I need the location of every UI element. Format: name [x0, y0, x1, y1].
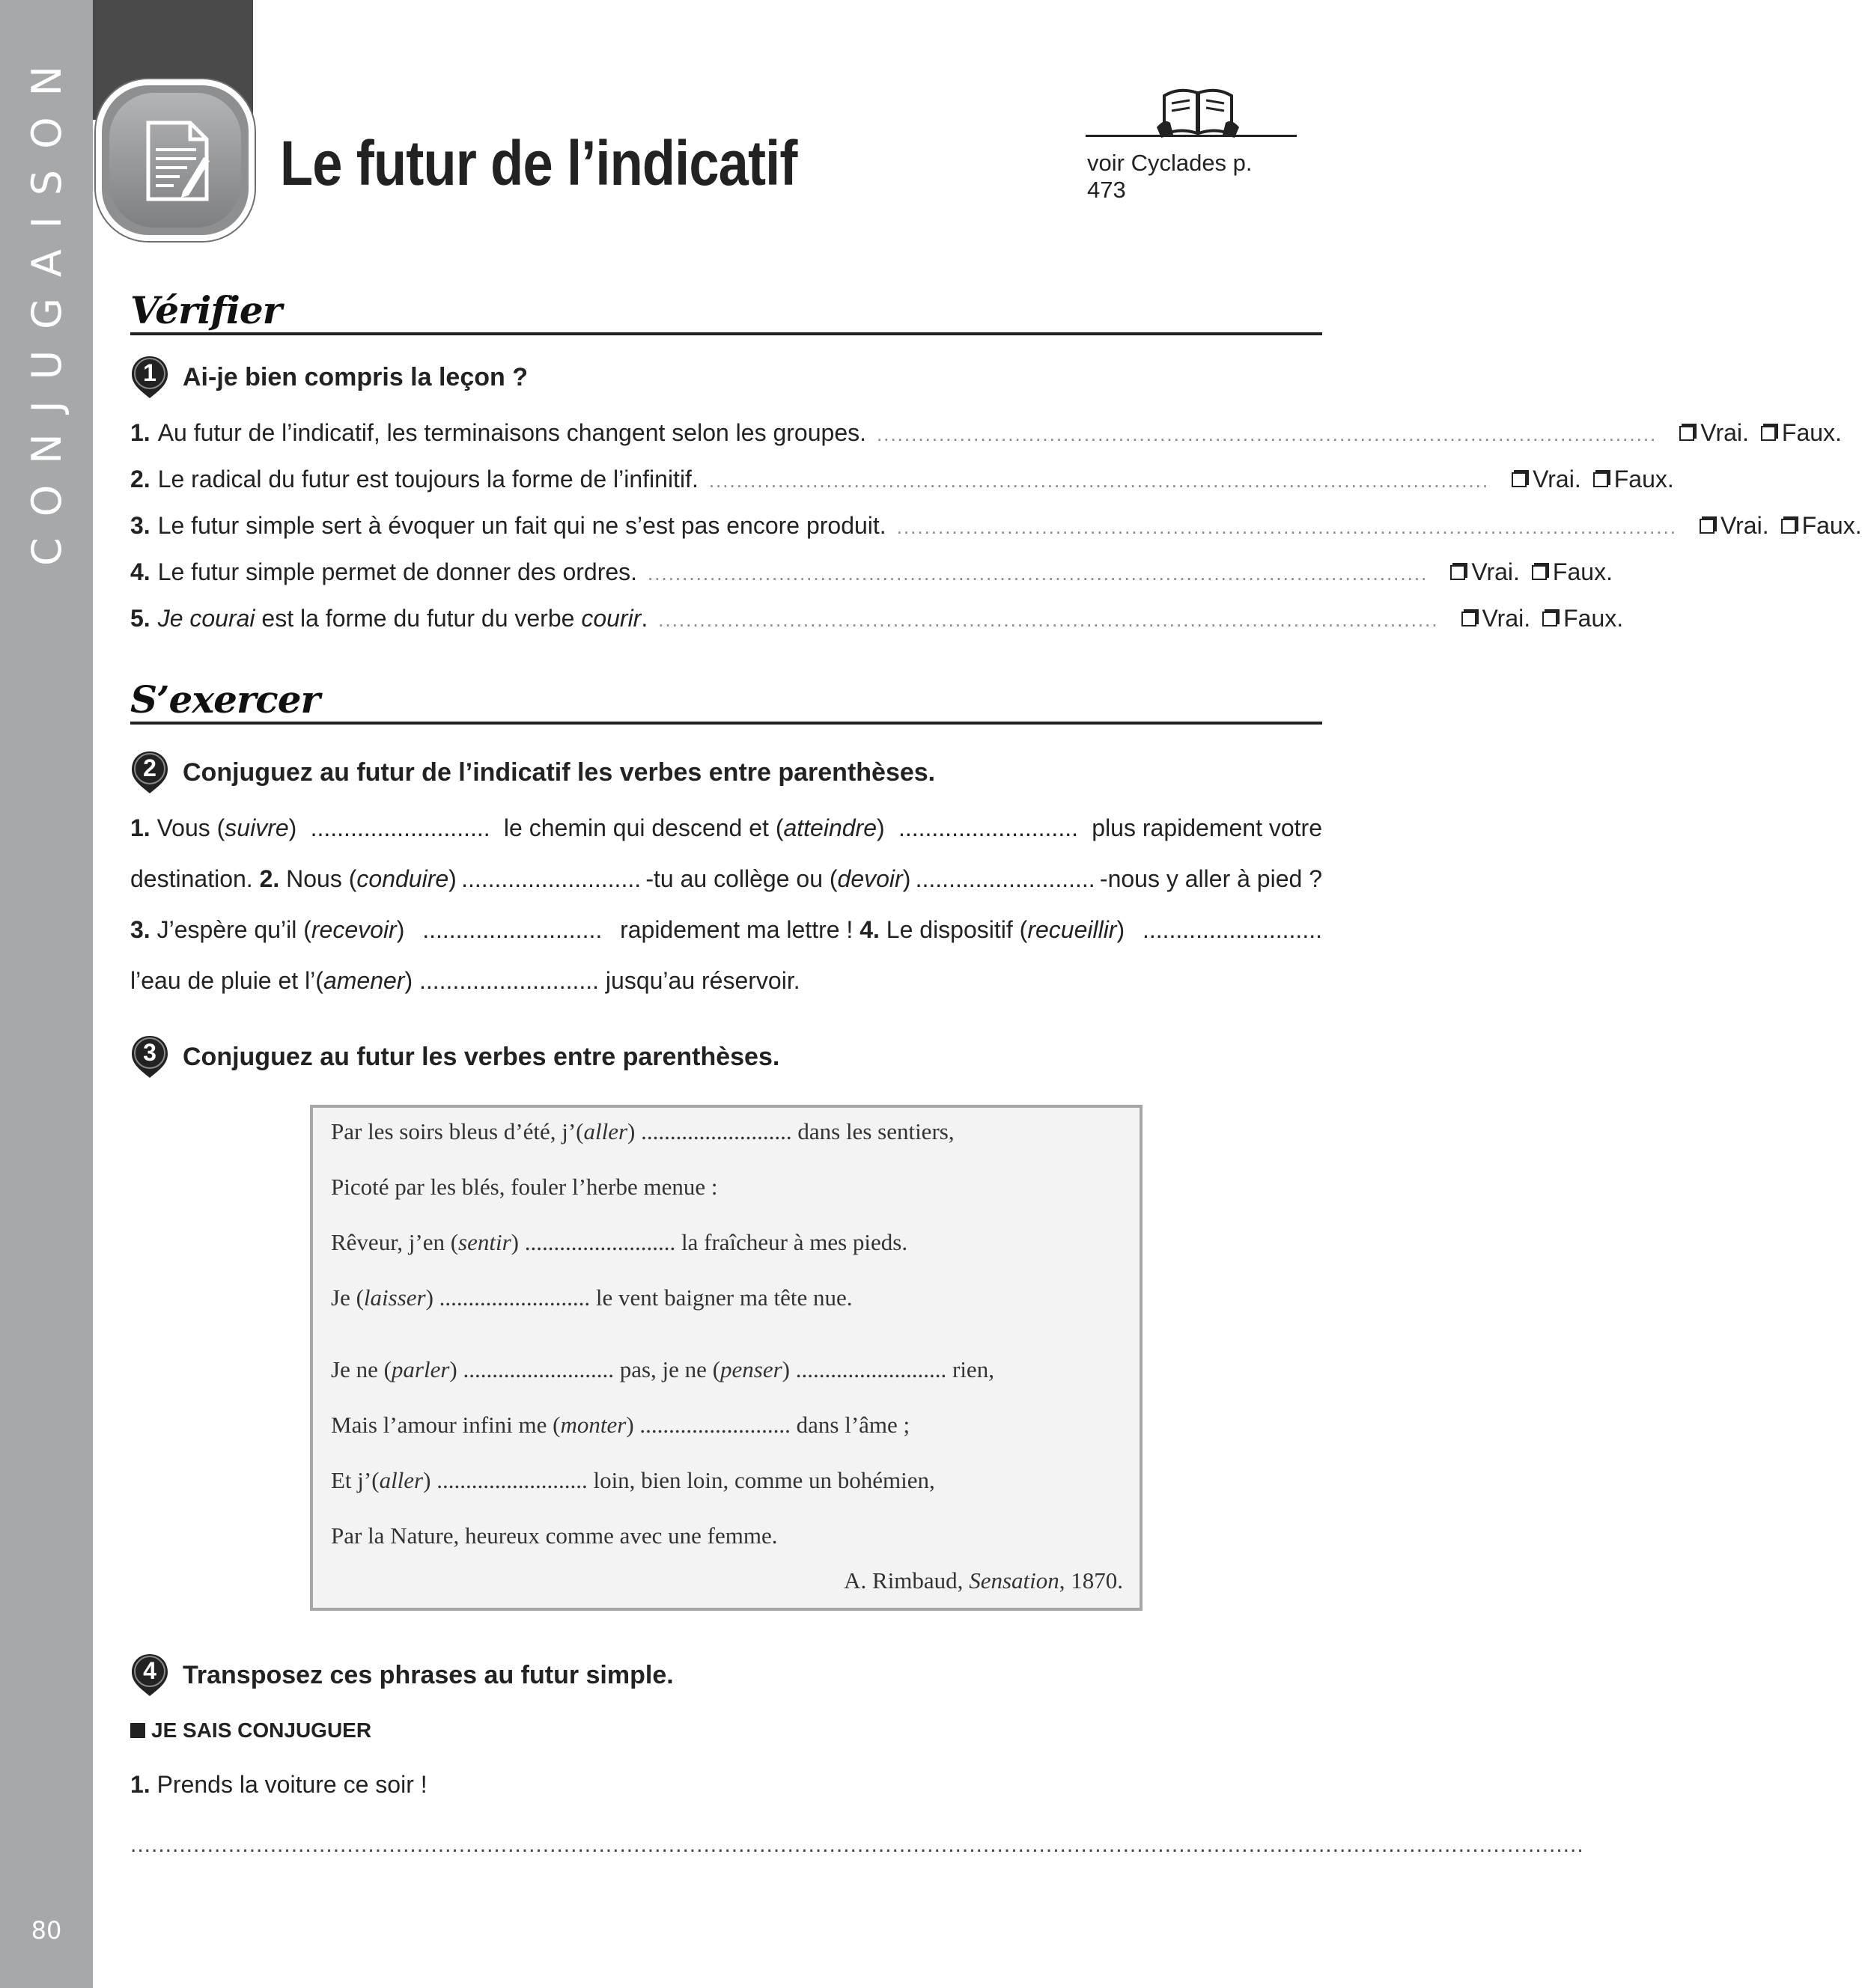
- section-heading-verifier: [130, 290, 1322, 335]
- text-run: rien,: [946, 1356, 994, 1382]
- text-run: [620, 916, 1125, 944]
- reference-rule: [1086, 135, 1297, 137]
- verb-infinitive: recevoir: [311, 916, 397, 943]
- text-run: [130, 865, 457, 893]
- text-run: l’eau de pluie et l’(: [130, 967, 323, 994]
- blank-field[interactable]: ..........................: [641, 1118, 792, 1144]
- text-run: destination.: [130, 865, 260, 892]
- verb-infinitive: suivre: [225, 814, 289, 841]
- page-number: 80: [31, 1916, 62, 1945]
- item-statement: Le futur simple sert à évoquer un fait qui ne s’est pas encore produit.: [157, 512, 886, 539]
- source-year: , 1870.: [1059, 1567, 1123, 1594]
- text-run: ): [626, 1412, 640, 1438]
- blank-field[interactable]: ..........................: [439, 1284, 591, 1311]
- text-run: plus rapidement votre: [1092, 814, 1322, 841]
- exercise-number-badge: [130, 355, 169, 400]
- verb-infinitive: devoir: [837, 865, 903, 892]
- text-run: Je ne (: [331, 1356, 392, 1382]
- text-run: Et j’(: [331, 1467, 380, 1493]
- blank-field[interactable]: ...........................: [310, 814, 490, 841]
- option-label: Faux.: [1613, 466, 1674, 493]
- dot-leader: .................................................................................................................: [896, 516, 1677, 538]
- item-number: 4.: [130, 558, 150, 585]
- left-sidebar: [0, 0, 93, 1988]
- sidebar-title-text: CONJUGAISON: [22, 45, 70, 566]
- item-number: 3.: [130, 916, 150, 943]
- text-run: ): [449, 1356, 463, 1382]
- exercise-3-heading: [130, 1033, 779, 1081]
- text-run: [130, 814, 296, 842]
- item-number: 2.: [259, 865, 280, 892]
- document-pencil-icon: [144, 120, 211, 202]
- exercise-1-heading: [130, 353, 528, 401]
- poem-box: [310, 1105, 1143, 1611]
- text-run: Par les soirs bleus d’été, j’(: [331, 1118, 584, 1144]
- option-true[interactable]: [1450, 558, 1520, 586]
- blank-field[interactable]: ...........................: [461, 865, 642, 892]
- option-label: Faux.: [1552, 558, 1613, 585]
- text-run: loin, bien loin, comme un bohémien,: [587, 1467, 935, 1493]
- source-author: A. Rimbaud,: [844, 1567, 970, 1594]
- item-number: 2.: [130, 466, 150, 493]
- text-run: le vent baigner ma tête nue.: [590, 1284, 853, 1311]
- text-run: jusqu’au réservoir.: [599, 967, 800, 994]
- item-statement: Le futur simple permet de donner des ordres.: [157, 558, 638, 585]
- text-run: rapidement ma lettre !: [620, 916, 860, 943]
- reference-block: [1086, 75, 1295, 203]
- option-label: Vrai.: [1720, 512, 1769, 539]
- text-run: ): [782, 1356, 796, 1382]
- text-run: dans les sentiers,: [791, 1118, 955, 1144]
- poem-line: [331, 1118, 955, 1145]
- text-run: ): [902, 865, 911, 892]
- verb-infinitive: sentir: [458, 1229, 511, 1255]
- text-run: Nous (: [279, 865, 357, 892]
- text-run: Le dispositif (: [879, 916, 1028, 943]
- dot-leader: .................................................................................................................: [648, 562, 1429, 585]
- item-statement: [158, 605, 648, 632]
- exercise-4-heading: [130, 1651, 674, 1699]
- exercise-2-line-2: [130, 865, 1322, 893]
- header-badge-inner: [109, 93, 241, 228]
- exercise-title: Conjuguez au futur de l’indicatif les verbes entre parenthèses.: [183, 757, 936, 787]
- checkbox-icon[interactable]: [1450, 565, 1465, 580]
- page-title: Le futur de l’indicatif: [280, 128, 797, 198]
- exercise-number: 1: [143, 359, 156, 386]
- verb-infinitive: aller: [583, 1118, 628, 1144]
- option-label: Vrai.: [1482, 605, 1531, 632]
- blank-field[interactable]: ..........................: [436, 1467, 588, 1493]
- option-false[interactable]: [1542, 605, 1623, 632]
- item-number: 4.: [859, 916, 880, 943]
- item-text: Prends la voiture ce soir !: [150, 1771, 428, 1798]
- text-run: pas, je ne (: [613, 1356, 721, 1382]
- verb-infinitive: laisser: [363, 1284, 426, 1311]
- blank-field[interactable]: ...........................: [1142, 916, 1322, 943]
- true-false-item: [130, 558, 1613, 593]
- blank-field[interactable]: ...........................: [915, 865, 1095, 892]
- text-run: Je (: [331, 1284, 364, 1311]
- text-run: [645, 865, 910, 893]
- sidebar-title: [9, 45, 84, 566]
- text-run: Rêveur, j’en (: [331, 1229, 459, 1255]
- text-run: ): [877, 814, 885, 841]
- exercise-2-heading: [130, 748, 935, 796]
- dot-leader: .................................................................................................................: [877, 423, 1658, 445]
- blank-field[interactable]: ..........................: [463, 1356, 614, 1382]
- exercise-number: 2: [143, 754, 156, 781]
- text-run: ): [448, 865, 457, 892]
- poem-line: Par la Nature, heureux comme avec une femme.: [331, 1522, 778, 1549]
- skill-label: [130, 1719, 371, 1742]
- item-number: 1.: [130, 419, 150, 446]
- option-label: Faux.: [1563, 605, 1624, 632]
- text-run: [504, 814, 885, 842]
- skill-text: JE SAIS CONJUGUER: [151, 1719, 372, 1742]
- exercise-number: 4: [143, 1657, 156, 1684]
- verb-infinitive: conduire: [356, 865, 449, 892]
- text-run: [130, 916, 404, 944]
- verb-infinitive: atteindre: [783, 814, 877, 841]
- text-run: ): [404, 967, 419, 994]
- blank-field[interactable]: ..........................: [639, 1412, 791, 1438]
- option-false[interactable]: [1781, 512, 1862, 540]
- verb-infinitive: monter: [560, 1412, 627, 1438]
- true-false-item: [130, 605, 1624, 639]
- option-label: Vrai.: [1700, 419, 1749, 446]
- text-run: ): [511, 1229, 525, 1255]
- poem-line: [331, 1467, 935, 1494]
- poem-line: [331, 1229, 907, 1256]
- text-run: ): [423, 1467, 437, 1493]
- text-run: Mais l’amour infini me (: [331, 1412, 561, 1438]
- poem-source: [844, 1567, 1123, 1594]
- blank-field[interactable]: ...........................: [419, 967, 600, 994]
- square-bullet-icon: [130, 1723, 145, 1738]
- verb-infinitive: parler: [391, 1356, 450, 1382]
- section-heading-exercer: [130, 677, 1322, 725]
- text-run: J’espère qu’il (: [150, 916, 311, 943]
- exercise-2-line-3: [130, 916, 1322, 944]
- true-false-item: [130, 419, 1842, 454]
- option-label: Vrai.: [1533, 466, 1581, 493]
- item-number: 5.: [130, 605, 150, 632]
- text-run: dans l’âme ;: [790, 1412, 910, 1438]
- exercise-4-item-1: [130, 1771, 1322, 1799]
- option-label: Vrai.: [1471, 558, 1520, 585]
- verb-infinitive: recueillir: [1027, 916, 1117, 943]
- option-true[interactable]: [1700, 512, 1769, 540]
- reading-book-icon: [1157, 81, 1239, 139]
- option-true[interactable]: [1512, 466, 1581, 493]
- exercise-number-badge: [130, 1034, 169, 1079]
- italic-term: courir: [581, 605, 642, 632]
- checkbox-icon[interactable]: [1781, 519, 1796, 534]
- blank-field[interactable]: ...........................: [898, 814, 1078, 841]
- text-run: le chemin qui descend et (: [503, 814, 784, 841]
- checkbox-icon[interactable]: [1679, 426, 1694, 441]
- checkbox-icon[interactable]: [1593, 472, 1608, 487]
- exercise-title: Conjuguez au futur les verbes entre parenthèses.: [183, 1042, 780, 1071]
- checkbox-icon[interactable]: [1532, 565, 1547, 580]
- text-run: ): [1116, 916, 1125, 943]
- option-false[interactable]: [1761, 419, 1842, 447]
- checkbox-icon[interactable]: [1512, 472, 1527, 487]
- true-false-item: [130, 512, 1862, 546]
- option-label: Faux.: [1781, 419, 1842, 446]
- text-run: -nous y aller à pied ?: [1099, 865, 1322, 892]
- section-heading-text: Vérifier: [130, 288, 282, 332]
- item-number: 1.: [130, 1771, 150, 1798]
- text-run: ): [288, 814, 297, 841]
- poem-line: [331, 1356, 994, 1383]
- exercise-number-badge: [130, 1653, 169, 1698]
- source-work: Sensation: [969, 1567, 1059, 1594]
- poem-line: Picoté par les blés, fouler l’herbe menue :: [331, 1174, 718, 1200]
- exercise-2-line-1: [130, 814, 1322, 842]
- item-number: 3.: [130, 512, 150, 539]
- item-number: 1.: [130, 814, 150, 841]
- dot-leader: .................................................................................................................: [708, 469, 1490, 492]
- exercise-title: Ai-je bien compris la leçon ?: [183, 362, 528, 391]
- option-true[interactable]: [1679, 419, 1749, 447]
- text-run: la fraîcheur à mes pieds.: [675, 1229, 908, 1255]
- blank-field[interactable]: ..........................: [795, 1356, 947, 1382]
- italic-term: Je courai: [157, 605, 255, 632]
- reference-text: voir Cyclades p. 473: [1087, 150, 1253, 203]
- option-false[interactable]: [1532, 558, 1613, 586]
- exercise-title: Transposez ces phrases au futur simple.: [183, 1660, 674, 1689]
- verb-infinitive: penser: [720, 1356, 782, 1382]
- checkbox-icon[interactable]: [1542, 612, 1557, 626]
- poem-line: [331, 1412, 910, 1439]
- poem-line: [331, 1284, 853, 1311]
- text-run: -tu au collège ou (: [645, 865, 838, 892]
- dot-leader: .................................................................................................................: [658, 609, 1439, 631]
- item-statement: Le radical du futur est toujours la forme de l’infinitif.: [157, 466, 699, 493]
- text-run: ): [425, 1284, 439, 1311]
- item-statement: Au futur de l’indicatif, les terminaisons changent selon les groupes.: [157, 419, 866, 446]
- verb-infinitive: aller: [379, 1467, 424, 1493]
- exercise-number: 3: [143, 1039, 156, 1066]
- checkbox-icon[interactable]: [1700, 519, 1715, 534]
- checkbox-icon[interactable]: [1761, 426, 1776, 441]
- exercise-number-badge: [130, 750, 169, 795]
- option-true[interactable]: [1461, 605, 1531, 632]
- section-heading-text: S’exercer: [130, 677, 320, 722]
- blank-field[interactable]: ..........................: [524, 1229, 676, 1255]
- answer-line[interactable]: ................................................................................................................................................................................................................: [130, 1832, 1584, 1857]
- verb-infinitive: amener: [323, 967, 405, 994]
- text-run: Vous (: [150, 814, 225, 841]
- option-label: Faux.: [1801, 512, 1862, 539]
- blank-field[interactable]: ...........................: [422, 916, 603, 943]
- option-false[interactable]: [1593, 466, 1674, 493]
- statement-text: est la forme du futur du verbe: [255, 605, 582, 632]
- exercise-2-line-4: [130, 967, 1322, 995]
- checkbox-icon[interactable]: [1461, 612, 1476, 626]
- true-false-item: [130, 466, 1674, 500]
- statement-end: .: [641, 605, 648, 632]
- text-run: ): [396, 916, 405, 943]
- text-run: ): [627, 1118, 642, 1144]
- header-badge: [96, 79, 255, 241]
